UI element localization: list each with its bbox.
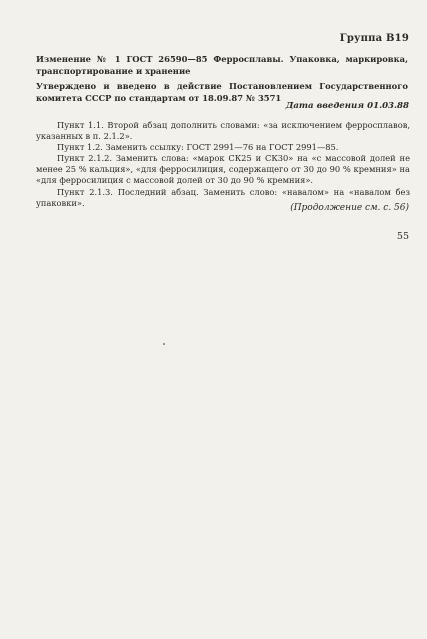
effective-date: Дата введения 01.03.88 [285, 101, 409, 111]
approval-statement: Утверждено и введено в действие Постановлением Государственного комитета СССР по стандартам от 18.09.87 № 3571 [36, 81, 408, 103]
document-body [36, 120, 410, 209]
paragraph-1-1: Пункт 1.1. Второй абзац дополнить словами: «за исключением ферросплавов, указанных в п. 2.1.2». [36, 120, 410, 142]
scan-speck [163, 343, 165, 345]
change-title: Изменение № 1 ГОСТ 26590—85 Ферросплавы. Упаковка, маркировка, транспортирование и хранение [36, 54, 408, 76]
page-number: 55 [396, 231, 409, 242]
group-code: Группа В19 [339, 33, 409, 44]
continuation-note: (Продолжение см. с. 56) [290, 203, 409, 213]
paragraph-2-1-2: Пункт 2.1.2. Заменить слова: «марок СК25 и СК30» на «с массовой долей не менее 25 % кальция», «для ферросилиция, содержащего от 30 до 90 % кремния» на «для ферросилиция с массовой долей от 30 до 90 % кремния». [36, 153, 410, 186]
paragraph-1-2: Пункт 1.2. Заменить ссылку: ГОСТ 2991—76 на ГОСТ 2991—85. [57, 142, 339, 153]
paragraph-2-1-3: Пункт 2.1.3. Последний абзац. Заменить слово: «навалом» на «навалом без упаковки». [36, 186, 410, 208]
